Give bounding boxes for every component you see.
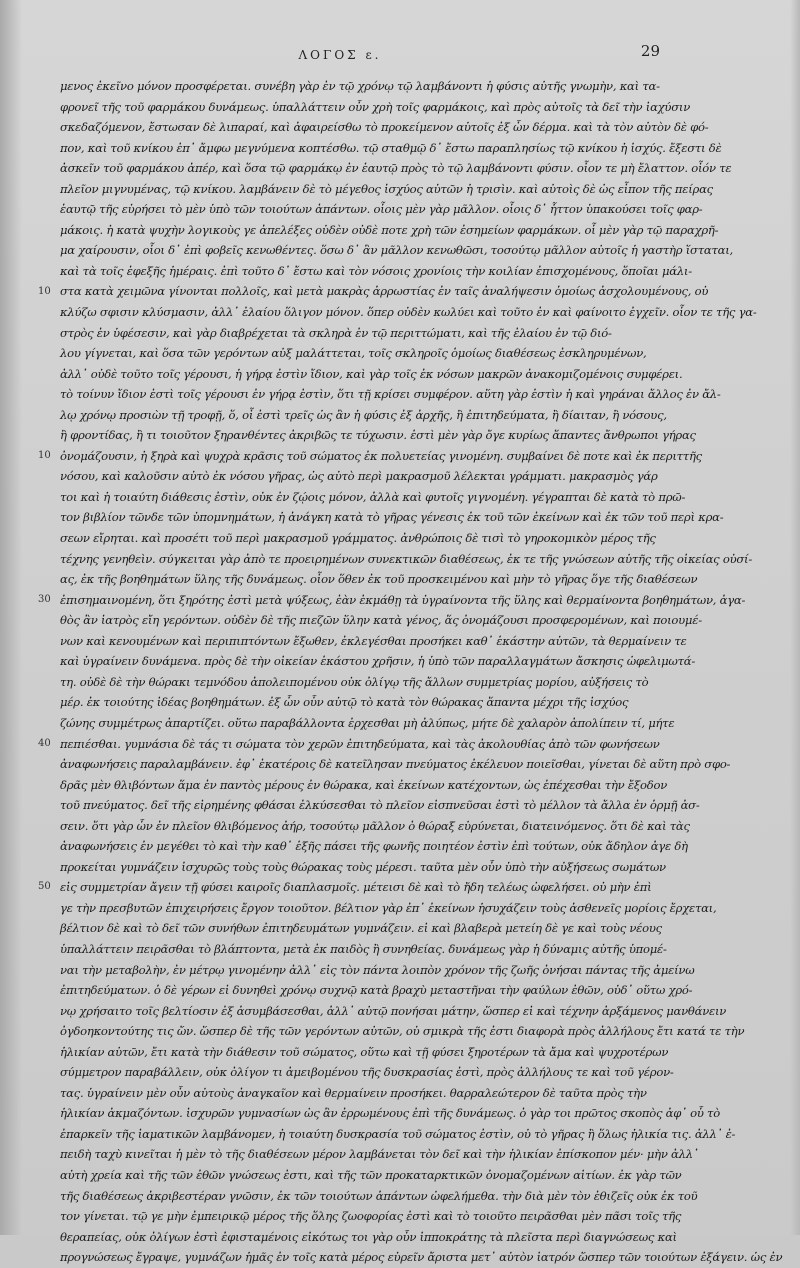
text-line: προγνώσεως ἔγραψε, γυμνάζων ἡμᾶς ἐν τοῖς κατὰ μέρος εὑρεῖν ἄριστα μετ᾽ αὐτὸν ἰατρόν ὥσπερ τῶν τοιούτων ἐξάγειν. ὡς ἐν <box>60 1250 783 1265</box>
text-line: μα χαίρουσιν, οἷοι δ᾽ ἐπὶ φοβεῖς κενωθέντες. ὅσω δ᾽ ἂν μᾶλλον κενωθῶσι, τοσούτῳ μᾶλλον αὐτοῖς ἡ γαστὴρ ἵσταται, <box>60 243 733 258</box>
text-line: δρᾶς μὲν θλιβόντων ἅμα ἐν παντὸς μέρους ἐν θώρακα, καὶ ἐκείνων κατέχοντων, ὡς ἐπέχεσθαι τὴν ἔξοδον <box>60 777 667 792</box>
text-line: λῳ χρόνῳ προσιὼν τῇ τροφῇ, ὅ, οἷ ἐστὶ τρεῖς ὡς ἂν ἡ φύσις ἐξ ἀρχῆς, ἢ ἐπιτηδεύματα, ἢ δίαιταν, ἢ νόσους, <box>60 407 667 422</box>
text-line: ἡλικίαν αὐτῶν, ἔτι κατὰ τὴν διάθεσιν τοῦ σώματος, οὕτω καὶ τῇ φύσει ξηροτέρων τὰ ἄμα καὶ ψυχροτέρων <box>60 1044 669 1059</box>
text-line: νων καὶ κενουμένων καὶ περιπιπτόντων ἔξωθεν, ἐκλεγέσθαι προσήκει καθ᾽ ἑκάστην αὐτῶν, τὰ θερμαίνειν τε <box>60 633 687 648</box>
text-line: μενος ἐκεῖνο μόνον προσφέρεται. συνέβη γὰρ ἐν τῷ χρόνῳ τῷ λαμβάνοντι ἡ φύσις αὐτῆς γνωμὴν, καὶ τα- <box>60 79 660 93</box>
text-line: πειδὴ ταχὺ κινεῖται ἡ μὲν τὸ τῆς διαθέσεων μέρον λαμβάνεται τὸν δεῖ καὶ τὴν ἡλικίαν ἐπίσκοπον μέν· μὴν ἀλλ᾽ <box>60 1147 699 1162</box>
text-line: νόσου, καὶ καλοῦσιν αὐτὸ ἐκ νόσου γῆρας, ὡς αὐτὸ περὶ μακρασμοῦ λέλεκται γράμματι. μακρασμὸς γάρ <box>60 469 658 484</box>
text-line: τον γίνεται. τῷ γε μὴν ἐμπειρικῷ μέρος τῆς ὅλης ζωοφορίας ἐστὶ καὶ τὸ τοιοῦτο πειρᾶσθαι μὲν πᾶσι τοῖς τῆς <box>60 1209 682 1224</box>
text-line: μέρ. ἐκ τοιούτης ἰδέας βοηθημάτων. ἐξ ὧν οὖν αὐτῷ τὸ κατὰ τὸν θώρακας ἅπαντα μέχρι τῆς ἰσχύος <box>60 695 629 710</box>
text-line: σειν. ὅτι γὰρ ὧν ἐν πλεῖον θλιβόμενος ἀήρ, τοσούτῳ μᾶλλον ὁ θώραξ εὐρύνεται, διατεινόμενος. ὅτι δὲ καὶ τὰς <box>60 818 690 833</box>
text-line: προκείται γυμνάζειν ἰσχυρῶς τοὺς τοὺς θώρακας τοὺς μέρεσι. ταῦτα μὲν οὖν ὑπὸ τὴν αὐξήσεως σωμάτων <box>60 859 666 874</box>
text-line: στα κατὰ χειμῶνα γίνονται πολλοῖς, καὶ μετὰ μακρὰς ἀρρωστίας ἐν ταῖς ἀναλήψεσιν ὁμοίως ἀσχολουμένους, οὐ <box>60 284 709 299</box>
text-line: ἑαυτῷ τῆς εὑρήσει τὸ μὲν ὑπὸ τῶν τοιούτων ἁπάντων. οἷοις μὲν γὰρ μᾶλλον. οἷοις δ᾽ ἧττον ὑπακούσει τοῖς φαρ- <box>60 202 703 217</box>
text-line: τὸ τοίνυν ἴδιον ἐστὶ τοῖς γέρουσι ἐν γήρᾳ ἐστὶν, ὅτι τῇ κρίσει συμφέρον. αὕτη γὰρ ἐστὶν ἡ καὶ γηράναι ἄλλος ἐν ἄλ- <box>60 387 721 402</box>
greek-text-block <box>60 76 783 1268</box>
text-line: ἐπιτηδεύματων. ὁ δὲ γέρων εἰ δυνηθεὶ χρόνῳ συχνῷ κατὰ βραχὺ μεταστῆναι τὴν φαύλων ἐθῶν, οὐδ᾽ οὕτω χρό- <box>60 983 693 998</box>
text-line: ἀσκεῖν τοῦ φαρμάκου ἀπέρ, καὶ ὅσα τῷ φαρμάκῳ ἐν ἑαυτῷ πρὸς τὸ τῷ λαμβάνοντι φύσιν. οἷον τε μὴ ἔλαττον. οἷόν τε <box>60 161 732 176</box>
text-line: τῆς διαθέσεως ἀκριβεστέραν γνῶσιν, ἐκ τῶν τοιούτων ἁπάντων ὠφελήμεθα. τὴν διὰ μὲν τὸν ἐθιζεῖς οὐκ ἐκ τοῦ <box>60 1188 698 1203</box>
text-line: ὀγδοηκοντούτης τις ὤν. ὥσπερ δὲ τῆς τῶν γερόντων αὐτῶν, οὐ σμικρὰ τῆς ἐστι διαφορὰ πρὸς ἀλλήλους ἔτι κατά τε τὴν <box>60 1024 745 1039</box>
text-line: ἀλλ᾽ οὐδὲ τοῦτο τοῖς γέρουσι, ἡ γήρᾳ ἐστὶν ἴδιον, καὶ γὰρ τοῖς ἐκ νόσων μακρῶν ἀνακομιζομένοις συμφέρει. <box>60 366 683 381</box>
page-edge-shadow-right <box>790 0 800 1235</box>
page-header <box>60 42 660 70</box>
text-line: καὶ ὑγραίνειν δυνάμενα. πρὸς δὲ τὴν οἰκείαν ἑκάστου χρῆσιν, ἡ ὑπὸ τῶν παραλλαγμάτων ἄσκησις ὠφελιμωτά- <box>60 654 696 669</box>
margin-line-number: 10 <box>38 449 51 461</box>
text-line: μάκοις. ἡ κατὰ ψυχὴν λογικοὺς γε ἀπελέξες οὐδὲν οὐδὲ ποτε χρὴ τῶν ἐσημείων φαρμάκων. οἷ μὲν γὰρ τῷ παραχρῆ- <box>60 222 719 237</box>
text-line: ἀναφωνήσεις παραλαμβάνειν. ἐφ᾽ ἑκατέροις δὲ κατεῖλησαν πνεύματος ἐκέλευον ποιεῖσθαι, γίνεται δὲ αὕτη πρὸ σφο- <box>60 757 731 772</box>
margin-line-number: 40 <box>38 737 51 749</box>
text-line: αὐτὴ χρεία καὶ τῆς τῶν ἐθῶν γνώσεως ἐστι, καὶ τῆς τῶν προκαταρκτικῶν ὀνομαζομένων αἰτίων. ἐκ γὰρ τῶν <box>60 1167 682 1182</box>
text-line: σκεδαζόμενον, ἔστωσαν δὲ λιπαραί, καὶ ἀφαιρείσθω τὸ προκείμενον αὐτοῖς ἐξ ὧν δέρμα. καὶ τὰ τὸν αὐτὸν δὲ φό- <box>60 120 709 135</box>
text-line: πον, καὶ τοῦ κνίκου ἐπ᾽ ἄμφω μεγνύμενα κοπτέσθω. τῷ σταθμῷ δ᾽ ἔστω παραπλησίως τῷ κνίκου ἡ ἰσχύς. ἔξεστι δὲ <box>60 140 722 155</box>
margin-line-number: 10 <box>38 285 51 297</box>
text-line: σεων εἴρηται. καὶ προσέτι τοῦ περὶ μακρασμοῦ γράμματος. ἀνθρώποις δὲ τισὶ τὸ γηροκομικὸν μέρος τῆς <box>60 531 656 546</box>
text-line: νῳ χρήσαιτο τοῖς βελτίοσιν ἐξ ἀσυμβάσεσθαι, ἀλλ᾽ αὐτῷ πονήσαι μάτην, ὥσπερ εἰ καὶ τέχνην ἀρξάμενος μανθάνειν <box>60 1003 727 1018</box>
margin-line-number: 50 <box>38 881 51 893</box>
text-line: σύμμετρον παραβάλλειν, οὐκ ὀλίγον τι ἀμειβομένου τῆς δυσκρασίας ἐστὶ, πρὸς ἀλλήλους τε καὶ τοῦ γέρον- <box>60 1065 674 1080</box>
text-line: βέλτιον δὲ καὶ τὸ δεῖ τῶν συνήθων ἐπιτηδευμάτων γυμνάζειν. εἰ καὶ βλαβερὰ μετείη δὲ γε καὶ τοὺς νέους <box>60 921 662 936</box>
text-line: ἐπαρκεῖν τῆς ἰαματικῶν λαμβάνομεν, ἡ τοιαύτη δυσκρασία τοῦ σώματος ἐστὶν, οὐ τὸ γῆρας ἢ ὅλως ἡλικία τις. ἀλλ᾽ ἐ- <box>60 1126 736 1141</box>
text-line: τας. ὑγραίνειν μὲν οὖν αὐτοὺς ἀναγκαῖον καὶ θερμαίνειν προσήκει. θαρραλεώτερον δὲ ταῦτα πρὸς τὴν <box>60 1085 647 1100</box>
page-edge-shadow <box>0 0 22 1235</box>
text-line: πλεῖον μιγνυμένας, τῷ κνίκου. λαμβάνειν δὲ τὸ μέγεθος ἰσχύος αὐτῶν ἡ τρισὶν. καὶ αὐτοὶς δὲ ὡς εἶπον τῆς πείρας <box>60 181 713 196</box>
text-line: ὀνομάζουσιν, ἡ ξηρὰ καὶ ψυχρὰ κρᾶσις τοῦ σώματος ἐκ πολυετείας γινομένη. συμβαίνει δὲ ποτε καὶ ἐκ περιττῆς <box>60 448 702 463</box>
page-number: 29 <box>640 42 660 60</box>
text-line: κλύζω σφισιν κλύσμασιν, ἀλλ᾽ ἐλαίου ὅλιγον μόνον. ὅπερ οὐδὲν κωλύει καὶ τοῦτο ἐν καὶ φαίνοιτο ἐγχεῖν. οἷον τε τῆς γα- <box>60 305 757 320</box>
text-line: γε τὴν πρεσβυτῶν ἐπιχειρήσεις ἔργον τοιοῦτον. βέλτιον γὰρ ἐπ᾽ ἐκείνων ἡσυχάζειν τοὺς ἀσθενεῖς μορίοις ἔρχεται, <box>60 900 717 915</box>
text-line: ζώνης συμμέτρως ἀπαρτίζει. οὕτω παραβάλλοντα ἐρχεσθαι μὴ ἀλύπως, μήτε δὲ χαλαρὸν ἀπολίπειν τί, μήτε <box>60 715 675 730</box>
text-line: τον βιβλίον τῶνδε τῶν ὑπομνημάτων, ἡ ἀνάγκη κατὰ τὸ γῆρας γένεσις ἐκ τοῦ τῶν ἐκείνων καὶ ἐκ τῶν τοῦ περὶ κρα- <box>60 510 724 525</box>
text-line: τέχνης γενηθεὶν. σύγκειται γὰρ ἀπὸ τε προειρημένων συνεκτικῶν διαθέσεως, ἐκ τε τῆς γνώσεων αὐτῆς τῆς οἰκείας οὐσί- <box>60 551 752 566</box>
text-line: τη. οὐδὲ δὲ τὴν θώρακι τεμνόδου ἀπολειπομένου οὐκ ὀλίγῳ τῆς ἄλλων συμμετρίας μορίου, αὐξήσεις τὸ <box>60 674 649 689</box>
text-line: ὑπαλλάττειν πειρᾶσθαι τὸ βλάπτοντα, μετὰ ἐκ παιδὸς ἢ συνηθείας. δυνάμεως γὰρ ἡ δύναμις αὐτῆς ὑπομέ- <box>60 941 667 956</box>
text-line: τοῦ πνεύματος. δεῖ τῆς εἰρημένης φθάσαι ἐλκύσεσθαι τὸ πλεῖον εἰσπνεῦσαι ἐστὶ τὸ μέλλον τὰ ἄλλα ἐν ὁρμῇ ἀσ- <box>60 798 700 813</box>
text-line: εἰς συμμετρίαν ἄγειν τῇ φύσει καιροῖς διαπλασμοῖς. μέτεισι δὲ καὶ τὸ ἤδη τελέως ὠφελήσει. οὐ μὴν ἐπὶ <box>60 880 652 895</box>
text-line: θεραπείας, οὐκ ὀλίγων ἐστὶ ἐφισταμένοις εἰκότως τοι γὰρ οὖν ἱπποκράτης τὰ πλεῖστα περὶ διαγνώσεως καὶ <box>60 1229 677 1244</box>
text-line: φρονεῖ τῆς τοῦ φαρμάκου δυνάμεως. ὑπαλλάττειν οὖν χρὴ τοῖς φαρμάκοις, καὶ πρὸς αὐτοῖς τὰ δεῖ τὴν ἰαχύσιν <box>60 99 690 114</box>
text-line: στρὸς ἐν ὑφέσεσιν, καὶ γὰρ διαβρέχεται τὰ σκληρὰ ἐν τῷ περιττώματι, καὶ τῆς ἐλαίου ἐν τῷ διό- <box>60 325 612 340</box>
text-line: ἡλικίαν ἀκμαζόντων. ἰσχυρῶν γυμνασίων ὡς ἂν ἐρρωμένους ἐπὶ τῆς δυνάμεως. ὁ γὰρ τοι πρῶτος σκοπὸς ἀφ᾽ οὗ τὸ <box>60 1106 720 1121</box>
text-line: θὸς ἂν ἰατρὸς εἴη γερόντων. οὐδὲν δὲ τῆς πιεζῶν ὕλην κατὰ γένος, ἅς ὀνομάζουσι προσφερομένων, καὶ ποιουμέ- <box>60 613 702 628</box>
text-line: ἐπισημαινομένη, ὅτι ξηρότης ἐστὶ μετὰ ψύξεως, ἐὰν ἐκμάθῃ τὰ ὑγραίνοντα τῆς ὕλης καὶ θερμαίνοντα βοηθημάτων, ἀγα- <box>60 592 746 607</box>
text-line: ναι τὴν μεταβολὴν, ἐν μέτρῳ γινομένην ἀλλ᾽ εἰς τὸν πάντα λοιπὸν χρόνον τῆς ζωῆς ὀνήσαι πάντας τῆς ἀμείνω <box>60 962 695 977</box>
text-line: ἀναφωνήσεις ἐν μεγέθει τὸ καὶ τὴν καθ᾽ ἑξῆς πάσει τῆς φωνῆς ποιητέον ἐστὶν ἐπὶ τούτων, οὐκ ἄδηλον ἀγε δὴ <box>60 839 688 854</box>
running-head: ΛΟΓΟΣ ε. <box>298 48 382 62</box>
margin-line-number: 30 <box>38 593 51 605</box>
text-line: λου γίγνεται, καὶ ὅσα τῶν γερόντων αὐξ μαλάττεται, τοῖς σκληροῖς ὁμοίως διαθέσεως ἐσκληρυμένων, <box>60 346 647 361</box>
text-line: τοι καὶ ἡ τοιαύτη διάθεσις ἐστὶν, οὐκ ἐν ζῴοις μόνον, ἀλλὰ καὶ φυτοῖς γιγνομένη. γέγραπται δὲ κατὰ τὸ πρῶ- <box>60 489 686 504</box>
text-line: καὶ τὰ τοῖς ἐφεξῆς ἡμέραις. ἐπὶ τοῦτο δ᾽ ἔστω καὶ τὸν νόσοις χρονίοις τὴν κοιλίαν ἐπισχομένους, ὅποῖαι μάλι- <box>60 263 692 278</box>
text-line: ἢ φροντίδας, ἢ τι τοιοῦτον ξηρανθέντες ἀκριβῶς τε τύχωσιν. ἐστὶ μὲν γὰρ ὄγε κυρίως ἅπαντες ἄνθρωποι γήρας <box>60 428 696 443</box>
text-line: ας, ἐκ τῆς βοηθημάτων ὕλης τῆς δυνάμεως. οἷον ὅθεν ἐκ τοῦ προσκειμένου καὶ μὴν τὸ γῆρας ὅγε τῆς διαθέσεων <box>60 572 698 587</box>
text-line: πεπιέσθαι. γυμνάσια δὲ τάς τι σώματα τὸν χερῶν ἐπιτηδεύματα, καὶ τὰς ἀκολουθίας ἀπὸ τῶν φωνήσεων <box>60 736 660 751</box>
